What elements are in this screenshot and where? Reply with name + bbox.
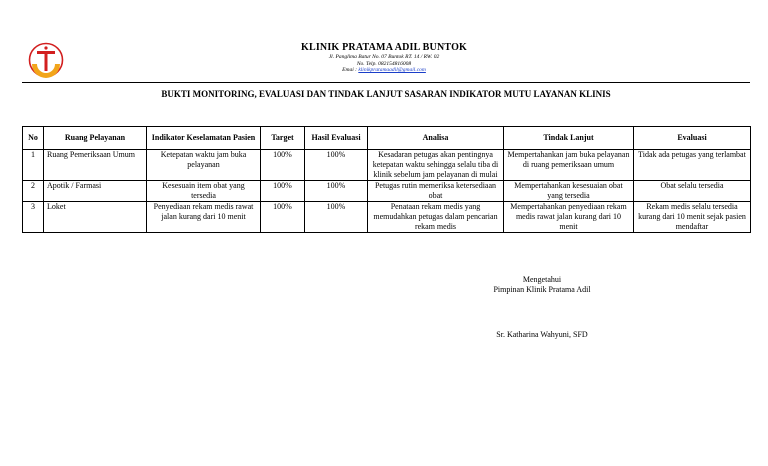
header-ruang: Ruang Pelayanan: [44, 127, 147, 150]
table-row: [23, 202, 751, 233]
cell-indikator: Kesesuain item obat yang tersedia: [147, 181, 261, 202]
header-divider: [22, 82, 750, 83]
cell-ruang: Ruang Pemeriksaan Umum: [44, 150, 147, 181]
cell-tindak-lanjut: Mempertahankan kesesuaian obat yang tersedia: [504, 181, 634, 202]
header-evaluasi: Evaluasi: [634, 127, 751, 150]
cell-no: 2: [23, 181, 44, 202]
document-title: BUKTI MONITORING, EVALUASI DAN TINDAK LANJUT SASARAN INDIKATOR MUTU LAYANAN KLINIS: [161, 89, 611, 99]
header-no: No: [23, 127, 44, 150]
cell-target: 100%: [261, 181, 305, 202]
clinic-email-line: [200, 67, 568, 74]
letterhead: [200, 42, 568, 74]
cell-no: 1: [23, 150, 44, 181]
clinic-name: KLINIK PRATAMA ADIL BUNTOK: [300, 42, 468, 53]
table-row: [23, 181, 751, 202]
cell-indikator: Penyediaan rekam medis rawat jalan kurang dari 10 menit: [147, 202, 261, 233]
email-label: Emai :: [342, 67, 357, 74]
signature-line-2: Pimpinan Klinik Pratama Adil: [493, 285, 591, 294]
cell-tindak-lanjut: Mempertahankan jam buka pelayanan di ruang pemeriksaan umum: [504, 150, 634, 181]
monitoring-table: [22, 126, 751, 233]
cell-no: 3: [23, 202, 44, 233]
cell-hasil: 100%: [305, 202, 368, 233]
cell-hasil: 100%: [305, 181, 368, 202]
cell-tindak-lanjut: Mempertahankan penyediaan rekam medis rawat jalan kurang dari 10 menit: [504, 202, 634, 233]
clinic-logo-icon: [28, 42, 64, 78]
cell-target: 100%: [261, 202, 305, 233]
cell-ruang: Loket: [44, 202, 147, 233]
cell-analisa: Penataan rekam medis yang memudahkan petugas dalam pencarian rekam medis: [368, 202, 504, 233]
clinic-phone: No. Telp. 082154816008: [356, 60, 412, 67]
cell-evaluasi: Obat selalu tersedia: [634, 181, 751, 202]
cell-indikator: Ketepatan waktu jam buka pelayanan: [147, 150, 261, 181]
cell-analisa: Petugas rutin memeriksa ketersediaan obat: [368, 181, 504, 202]
cell-target: 100%: [261, 150, 305, 181]
email-link[interactable]: klinikpratamaadil@gmail.com: [358, 67, 426, 74]
cell-analisa: Kesadaran petugas akan pentingnya ketepatan waktu sehingga selalu tiba di klinik sebelum jam pelayanan di mulai: [368, 150, 504, 181]
table-header-row: [23, 127, 751, 150]
cell-evaluasi: Rekam medis selalu tersedia kurang dari 10 menit sejak pasien mendaftar: [634, 202, 751, 233]
cell-hasil: 100%: [305, 150, 368, 181]
cell-evaluasi: Tidak ada petugas yang terlambat: [634, 150, 751, 181]
signature-line-1: Mengetahui: [522, 275, 562, 284]
header-hasil: Hasil Evaluasi: [305, 127, 368, 150]
table-row: [23, 150, 751, 181]
header-target: Target: [261, 127, 305, 150]
signer-name: Sr. Katharina Wahyuni, SFD: [496, 330, 588, 339]
cell-ruang: Apotik / Farmasi: [44, 181, 147, 202]
header-indikator: Indikator Keselamatan Pasien: [147, 127, 261, 150]
clinic-address: Jl. Panglima Batur No. 07 Buntok RT. 14 / RW. 02: [328, 54, 440, 60]
header-tindak-lanjut: Tindak Lanjut: [504, 127, 634, 150]
signature-block: [452, 275, 632, 295]
header-analisa: Analisa: [368, 127, 504, 150]
